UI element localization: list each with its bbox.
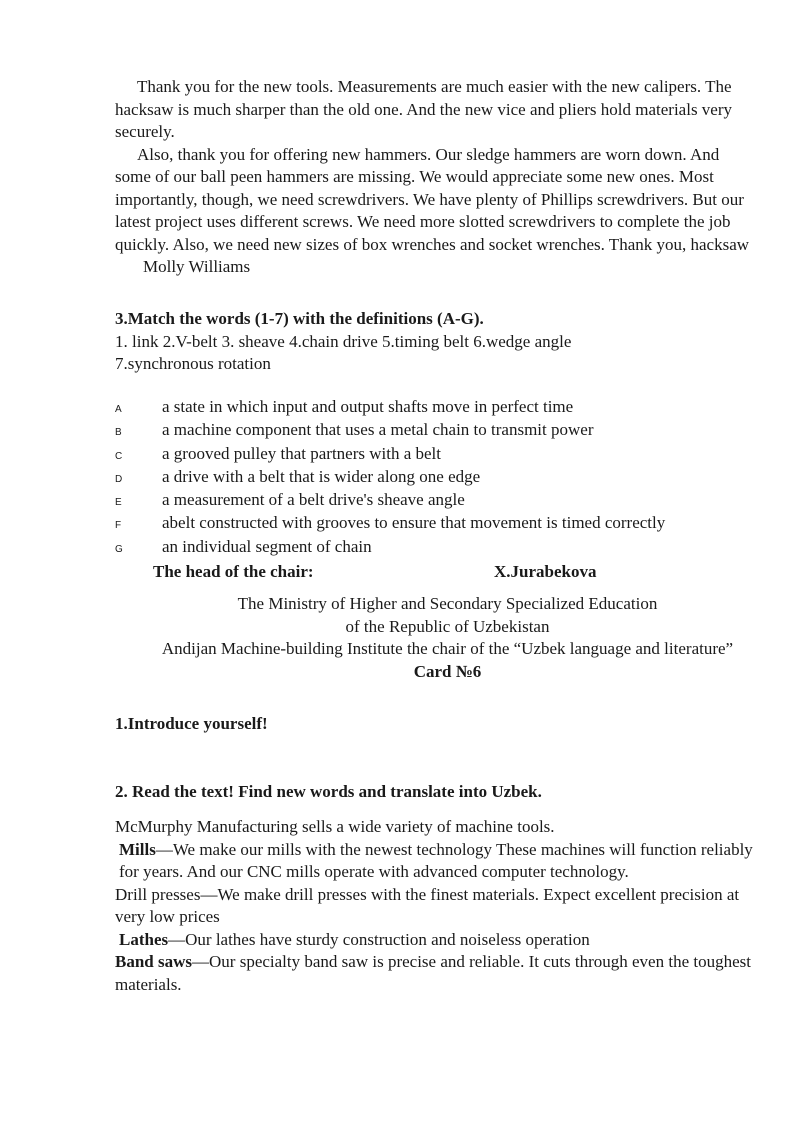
- ministry-line: The Ministry of Higher and Secondary Specialized Education: [237, 594, 658, 613]
- republic-line: of the Republic of Uzbekistan: [345, 616, 550, 636]
- chair-label: The head of the chair:: [153, 562, 314, 581]
- definitions-list: [115, 396, 755, 559]
- definition-text: a state in which input and output shafts move in perfect time: [162, 397, 574, 416]
- task1-heading: 1.Introduce yourself!: [115, 714, 268, 733]
- task3-block: [115, 308, 755, 376]
- definition-letter: D: [115, 473, 123, 485]
- card-header: [160, 593, 735, 683]
- definition-letter: F: [115, 520, 122, 532]
- definition-item: [115, 536, 755, 559]
- letter-paragraph-1: Thank you for the new tools. Measurements are much easier with the new calipers. The hacksaw is much sharper than the old one. And the new vice and pliers hold materials very securely.: [115, 77, 733, 141]
- task2-heading: 2. Read the text! Find new words and translate into Uzbek.: [115, 782, 542, 801]
- definition-text: an individual segment of chain: [162, 536, 372, 556]
- machine-tools-text: [115, 816, 755, 996]
- definition-item: [115, 512, 755, 535]
- definition-item: [115, 443, 755, 466]
- task3-words-line1: 1. link 2.V-belt 3. sheave 4.chain drive 5.timing belt 6.wedge angle: [115, 331, 572, 351]
- definition-text: a grooved pulley that partners with a belt: [162, 443, 441, 463]
- task3-words-line2: 7.synchronous rotation: [115, 354, 271, 373]
- chair-signature-row: [153, 561, 613, 584]
- definition-text: a machine component that uses a metal chain to transmit power: [162, 420, 594, 440]
- letter: [115, 76, 755, 279]
- intro-line: McMurphy Manufacturing sells a wide variety of machine tools.: [115, 817, 555, 836]
- band-saws-paragraph: Band saws—Our specialty band saw is precise and reliable. It cuts through even the toughest materials.: [115, 952, 751, 994]
- lathes-paragraph: Lathes—Our lathes have sturdy construction and noiseless operation: [119, 929, 590, 949]
- card-number: Card №6: [413, 661, 482, 681]
- definition-item: [115, 396, 755, 419]
- drill-presses-term: Drill presses: [115, 884, 201, 904]
- lathes-term: Lathes: [119, 929, 169, 949]
- task2-block: [115, 781, 755, 804]
- drill-presses-paragraph: Drill presses—We make drill presses with the finest materials. Expect excellent precision at very low prices: [115, 884, 740, 926]
- letter-signature: Molly Williams: [143, 257, 251, 276]
- definition-letter: B: [115, 427, 122, 439]
- definition-text: a measurement of a belt drive's sheave angle: [162, 490, 465, 510]
- mills-term: Mills: [119, 839, 156, 859]
- mills-paragraph: Mills—We make our mills with the newest technology These machines will function reliably for years. And our CNC mills operate with advanced computer technology.: [119, 839, 753, 881]
- task3-heading: 3.Match the words (1-7) with the definitions (A-G).: [115, 309, 484, 328]
- task1-block: [115, 713, 755, 736]
- definition-letter: A: [115, 404, 122, 415]
- definition-item: [115, 489, 755, 512]
- institute-line: Andijan Machine-building Institute the chair of the “Uzbek language and literature”: [161, 639, 734, 658]
- band-saws-term: Band saws: [115, 952, 193, 971]
- definition-letter: E: [115, 497, 122, 509]
- definition-letter: C: [115, 450, 123, 462]
- definition-text: abelt constructed with grooves to ensure that movement is timed correctly: [162, 513, 666, 533]
- definition-item: [115, 466, 755, 489]
- definition-letter: G: [115, 543, 123, 555]
- definition-item: [115, 419, 755, 442]
- letter-paragraph-2: Also, thank you for offering new hammers. Our sledge hammers are worn down. And some of our ball peen hammers are missing. We would appreciate some new ones. Most importantly, though, we need screwdrivers. We have plenty of Phillips screwdrivers. But our latest project uses different screws. We need more slotted screwdrivers to complete the job quickly. Also, we need new sizes of box wrenches and socket wrenches. Thank you, hacksaw: [115, 144, 750, 254]
- definition-text: a drive with a belt that is wider along one edge: [162, 466, 481, 486]
- chair-name: X.Jurabekova: [494, 562, 597, 581]
